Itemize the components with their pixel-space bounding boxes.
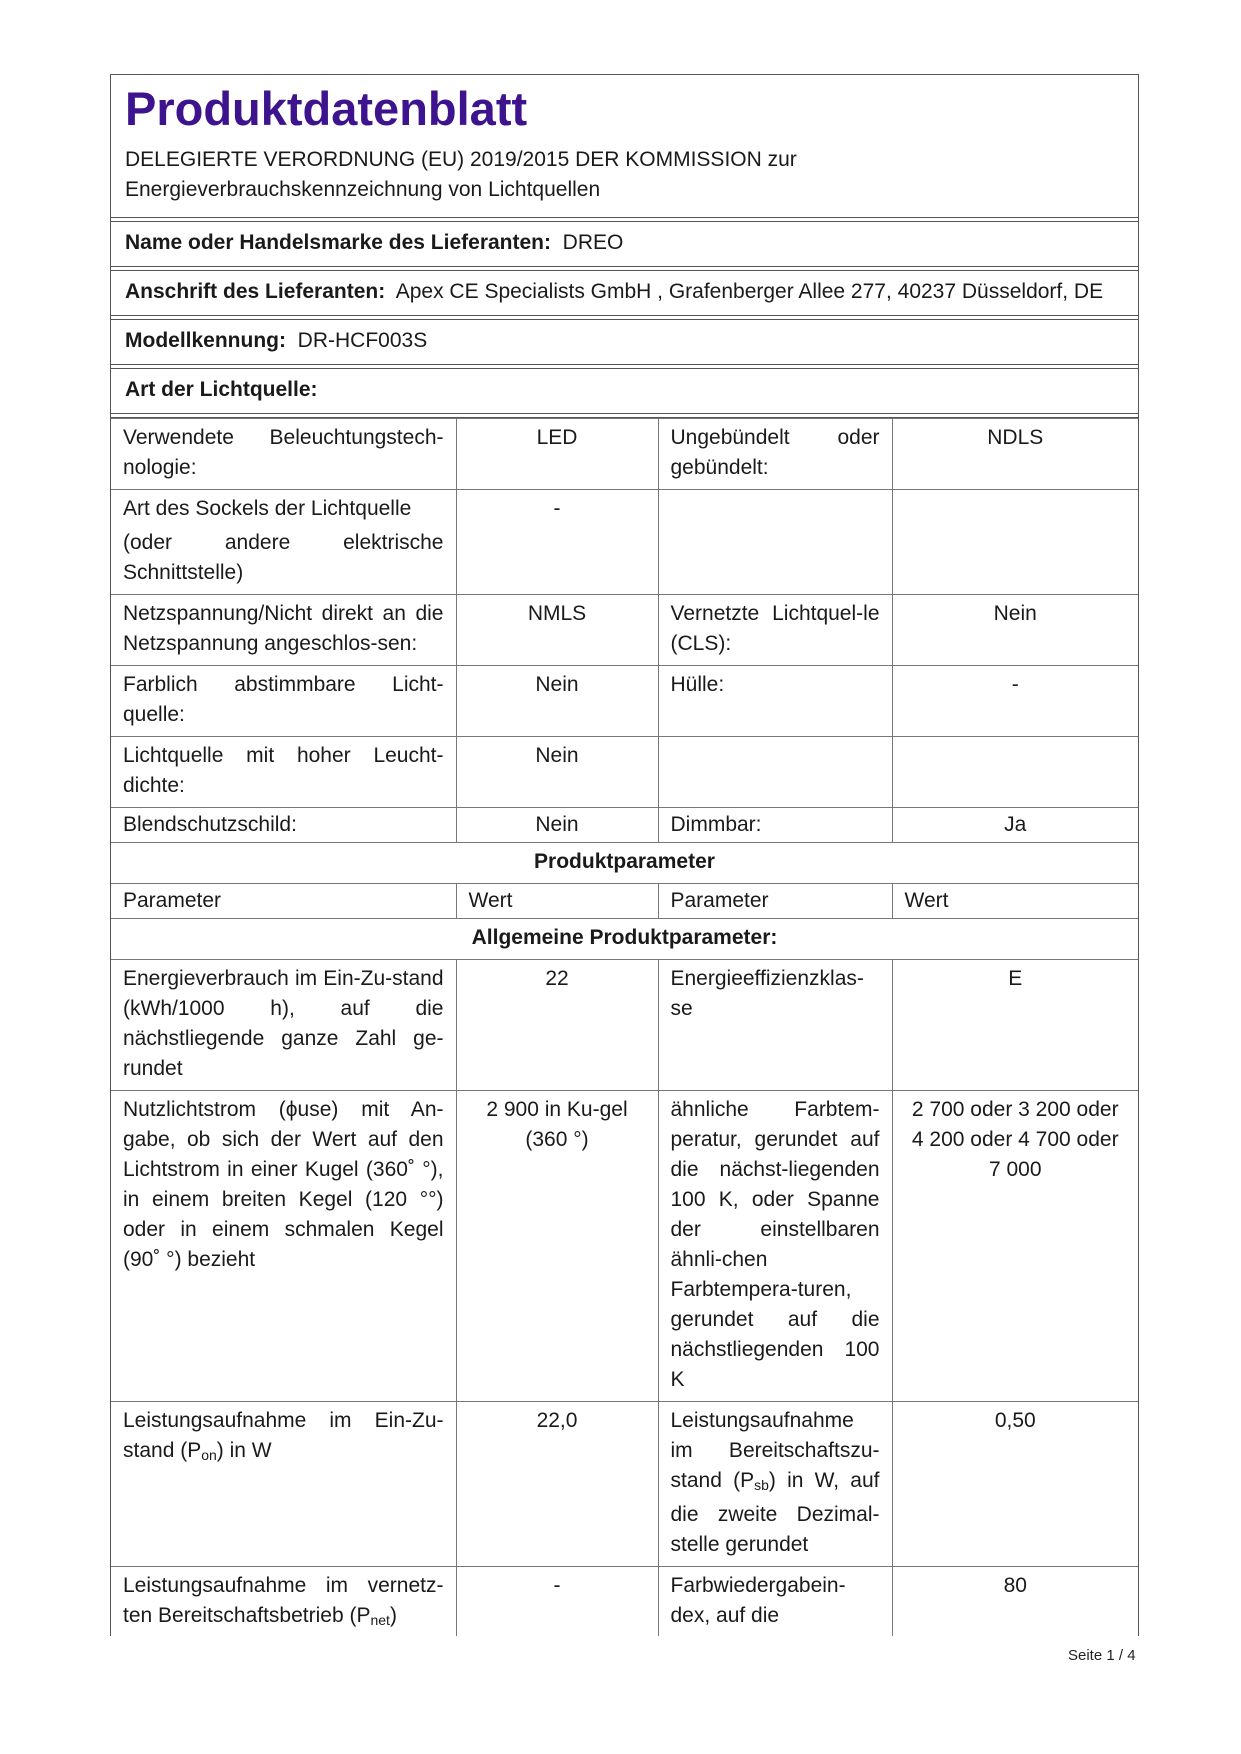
param-value: E bbox=[892, 960, 1138, 1091]
param-label: Nutzlichtstrom (ϕuse) mit An-gabe, ob sich der Wert auf den Lichtstrom in einer Kugel (360˚ °), in einem breiten Kegel (120 °°) oder in einem schmalen Kegel (90˚ °) bezieht bbox=[111, 1091, 456, 1402]
label-text: Leistungsaufnahme im Ein-Zu-stand (P bbox=[123, 1409, 444, 1462]
header-block bbox=[111, 75, 1138, 218]
param-value: 80 bbox=[892, 1567, 1138, 1642]
table-row bbox=[111, 960, 1138, 1091]
param-value: Nein bbox=[456, 808, 658, 843]
param-label: Dimmbar: bbox=[658, 808, 892, 843]
param-value bbox=[892, 737, 1138, 808]
param-label: Farbwiedergabein-dex, auf die bbox=[658, 1567, 892, 1642]
light-source-type-label: Art der Lichtquelle: bbox=[125, 378, 318, 401]
param-value: - bbox=[456, 1567, 658, 1642]
column-header: Parameter bbox=[111, 884, 456, 919]
param-label bbox=[658, 490, 892, 595]
table-row bbox=[111, 595, 1138, 666]
param-value: 22,0 bbox=[456, 1402, 658, 1567]
datasheet bbox=[110, 74, 1139, 1643]
param-label: Hülle: bbox=[658, 666, 892, 737]
subscript: on bbox=[201, 1447, 217, 1463]
section-heading-product: Produktparameter bbox=[111, 843, 1138, 884]
param-value: Ja bbox=[892, 808, 1138, 843]
param-label-line: Art des Sockels der Lichtquelle bbox=[123, 497, 412, 520]
param-label: Farblich abstimmbare Licht-quelle: bbox=[111, 666, 456, 737]
param-label: Energieverbrauch im Ein-Zu-stand (kWh/1000 h), auf die nächstliegende ganze Zahl ge-rundet bbox=[111, 960, 456, 1091]
param-label: Blendschutzschild: bbox=[111, 808, 456, 843]
param-value: - bbox=[892, 666, 1138, 737]
param-label bbox=[111, 1402, 456, 1567]
param-value: 22 bbox=[456, 960, 658, 1091]
param-label: Lichtquelle mit hoher Leucht-dichte: bbox=[111, 737, 456, 808]
section-header-row bbox=[111, 843, 1138, 884]
column-header: Wert bbox=[892, 884, 1138, 919]
param-value: 0,50 bbox=[892, 1402, 1138, 1567]
param-value: Nein bbox=[456, 737, 658, 808]
subtitle-line-2: Energieverbrauchskennzeichnung von Lichtquellen bbox=[125, 178, 601, 201]
subscript: sb bbox=[754, 1477, 769, 1493]
label-text: ) bbox=[389, 1604, 397, 1627]
section-header-row bbox=[111, 919, 1138, 960]
table-row bbox=[111, 737, 1138, 808]
page-number: Seite 1 / 4 bbox=[1068, 1647, 1136, 1664]
page-title: Produktdatenblatt bbox=[125, 82, 528, 135]
table-row bbox=[111, 490, 1138, 595]
param-label bbox=[658, 1402, 892, 1567]
supplier-address-value: Apex CE Specialists GmbH , Grafenberger Allee 277, 40237 Düsseldorf, DE bbox=[395, 280, 1104, 303]
label-text: Leistungsaufnahme im Bereitschaftszu-stand (P bbox=[670, 1409, 880, 1492]
model-value: DR-HCF003S bbox=[297, 329, 428, 352]
label-text: ) in W bbox=[216, 1439, 272, 1462]
model-label: Modellkennung: bbox=[125, 329, 286, 352]
page-bottom-margin bbox=[0, 1636, 1241, 1754]
param-label: Verwendete Beleuchtungstech-nologie: bbox=[111, 419, 456, 490]
param-value: 2 700 oder 3 200 oder 4 200 oder 4 700 oder 7 000 bbox=[892, 1091, 1138, 1402]
table-row bbox=[111, 1567, 1138, 1642]
subtitle-line-1: DELEGIERTE VERORDNUNG (EU) 2019/2015 DER KOMMISSION zur bbox=[125, 148, 797, 171]
param-label bbox=[111, 1567, 456, 1642]
param-label: Ungebündelt oder gebündelt: bbox=[658, 419, 892, 490]
table-row bbox=[111, 1091, 1138, 1402]
param-value: - bbox=[456, 490, 658, 595]
param-label: Vernetzte Lichtquel-le (CLS): bbox=[658, 595, 892, 666]
column-header-row bbox=[111, 884, 1138, 919]
section-heading-general: Allgemeine Produktparameter: bbox=[111, 919, 1138, 960]
supplier-name-label: Name oder Handelsmarke des Lieferanten: bbox=[125, 231, 551, 254]
column-header: Parameter bbox=[658, 884, 892, 919]
param-value: NDLS bbox=[892, 419, 1138, 490]
param-label bbox=[111, 490, 456, 595]
light-source-type-row bbox=[111, 369, 1138, 414]
param-label bbox=[658, 737, 892, 808]
param-value: Nein bbox=[892, 595, 1138, 666]
param-label: Netzspannung/Nicht direkt an die Netzspannung angeschlos-sen: bbox=[111, 595, 456, 666]
supplier-address-label: Anschrift des Lieferanten: bbox=[125, 280, 386, 303]
table-row bbox=[111, 666, 1138, 737]
table-row bbox=[111, 1402, 1138, 1567]
param-value: NMLS bbox=[456, 595, 658, 666]
param-label-line: (oder andere elektrische Schnittstelle) bbox=[123, 531, 444, 584]
label-text: ) in W, auf die zweite Dezimal-stelle gerundet bbox=[670, 1469, 880, 1556]
param-label: ähnliche Farbtem-peratur, gerundet auf die nächst-liegenden 100 K, oder Spanne der einstellbaren ähnli-chen Farbtempera-turen, gerundet auf die nächstliegenden 100 K bbox=[658, 1091, 892, 1402]
table-row bbox=[111, 808, 1138, 843]
param-value bbox=[892, 490, 1138, 595]
label-text: Leistungsaufnahme im vernetz-ten Bereitschaftsbetrieb (P bbox=[123, 1574, 444, 1627]
parameter-table bbox=[111, 418, 1138, 1642]
param-value: Nein bbox=[456, 666, 658, 737]
param-label: Energieeffizienzklas-se bbox=[658, 960, 892, 1091]
model-row bbox=[111, 320, 1138, 365]
column-header: Wert bbox=[456, 884, 658, 919]
supplier-name-row bbox=[111, 222, 1138, 267]
subscript: net bbox=[370, 1612, 390, 1628]
supplier-name-value: DREO bbox=[562, 231, 624, 254]
table-row bbox=[111, 419, 1138, 490]
param-value: LED bbox=[456, 419, 658, 490]
supplier-address-row bbox=[111, 271, 1138, 316]
param-value: 2 900 in Ku-gel (360 °) bbox=[456, 1091, 658, 1402]
